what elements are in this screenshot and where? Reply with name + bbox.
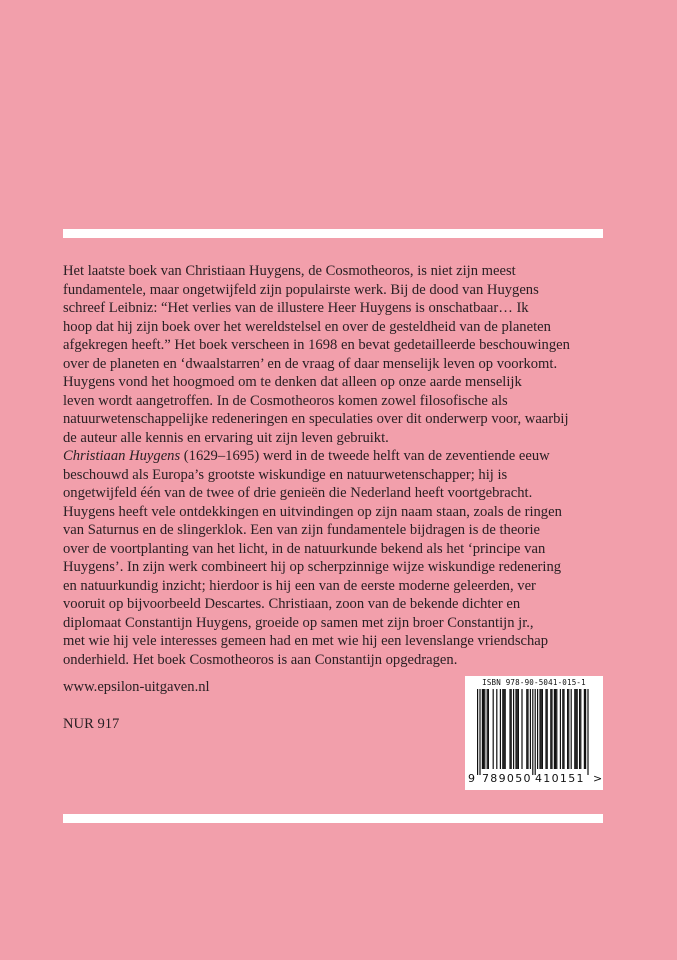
barcode-bar (537, 689, 538, 769)
barcode-bar (551, 689, 552, 769)
barcode-bar (484, 689, 485, 769)
biography-line: van Saturnus en de slingerklok. Een van zijn fundamentele bijdragen is de theorie (63, 522, 540, 538)
biography-line: beschouwd als Europa’s grootste wiskundige en natuurwetenschapper; hij is (63, 466, 508, 483)
barcode-bar (482, 689, 483, 769)
isbn-label: ISBN 978-90-5041-015-1 (482, 678, 586, 687)
barcode-bar (547, 689, 548, 769)
barcode-bar (488, 689, 489, 769)
biography-line: diplomaat Constantijn Huygens, groeide op samen met zijn broer Constantijn jr., (63, 614, 534, 631)
barcode-bar (554, 689, 555, 769)
barcode-bar (483, 689, 484, 769)
description-line: natuurwetenschappelijke redeneringen en speculaties over dit onderwerp voor, waarbij (63, 411, 569, 427)
top-white-rule (63, 229, 603, 238)
description-line: leven wordt aangetroffen. In de Cosmotheoros komen zowel filosofische als (63, 392, 508, 409)
barcode-bar (513, 689, 514, 769)
barcode-bar (555, 689, 556, 769)
barcode-bar (550, 689, 551, 769)
biography-line: onderhield. Het boek Cosmotheoros is aan Constantijn opgedragen. (63, 651, 458, 668)
barcode-bar (511, 689, 512, 769)
barcode-bar (500, 689, 501, 769)
ean-first-digit: 9 (468, 772, 475, 785)
barcode-bar (562, 689, 563, 769)
ean-arrow: > (593, 772, 603, 785)
barcode-bar (496, 689, 497, 769)
barcode-bar (515, 689, 516, 769)
barcode-guard-bar (477, 689, 478, 775)
publisher-website: www.epsilon-uitgaven.nl (63, 679, 210, 695)
barcode-bar (585, 689, 586, 769)
barcode-guard-bar (532, 689, 533, 775)
barcode-bar (539, 689, 540, 769)
biography-line: Huygens heeft vele ontdekkingen en uitvindingen op zijn naam staan, zoals de ringen (63, 503, 562, 520)
barcode-bar (584, 689, 585, 769)
barcode-bar (502, 689, 503, 769)
biography-line: met wie hij vele interesses gemeen had en met wie hij een levenslange vriendschap (63, 633, 549, 649)
biography-first-line-rest: (1629–1695) werd in de tweede helft van de zeventiende eeuw (180, 448, 550, 464)
barcode-bar (567, 689, 568, 769)
description-line: hoop dat hij zijn boek over het wereldstelsel en over de gesteldheid van de planeten (63, 318, 551, 335)
barcode-bar (563, 689, 564, 769)
barcode-bar (542, 689, 543, 769)
description-line: de auteur alle kennis en ervaring uit zijn leven gebruikt. (63, 429, 389, 446)
barcode-bar (568, 689, 569, 769)
barcode-bar (575, 689, 576, 769)
biography-line: ongetwijfeld één van de twee of drie genieën die Nederland heeft voortgebracht. (63, 485, 533, 501)
ean-left-digits: 789050 (482, 772, 532, 785)
isbn-barcode (465, 676, 603, 790)
barcode-bar (574, 689, 575, 769)
barcode-bar (493, 689, 494, 769)
barcode-guard-bar (479, 689, 480, 775)
barcode-bar (517, 689, 518, 769)
barcode-bar (577, 689, 578, 769)
barcode-bar (487, 689, 488, 769)
barcode-bar (579, 689, 580, 769)
barcode-bar (527, 689, 528, 769)
biography-line: vooruit op bijvoorbeeld Descartes. Christiaan, zoon van de bekende dichter en (63, 596, 521, 612)
barcode-bar (526, 689, 527, 769)
biography-line: over de voortplanting van het licht, in de natuurkunde bekend als het ‘principe van (63, 540, 546, 557)
barcode-bar (541, 689, 542, 769)
biography-line: en natuurkundig inzicht; hierdoor is hij een van de eerste moderne geleerden, ver (63, 577, 536, 594)
ean-right-digits: 410151 (535, 772, 585, 785)
description-line: Huygens vond het hoogmoed om te denken dat alleen op onze aarde menselijk (63, 374, 522, 390)
barcode-bar (503, 689, 504, 769)
description-line: schreef Leibniz: “Het verlies van de illustere Heer Huygens is onschatbaar… Ik (63, 300, 529, 316)
nur-code: NUR 917 (63, 716, 120, 732)
barcode-bar (560, 689, 561, 769)
barcode-bar (580, 689, 581, 769)
description-paragraph (63, 262, 608, 447)
barcode-guard-bar (587, 689, 588, 775)
barcode-bar (505, 689, 506, 769)
biography-paragraph (63, 447, 608, 669)
barcode-bars (477, 689, 589, 775)
barcode-guard-bar (535, 689, 536, 775)
barcode-bar (521, 689, 522, 769)
description-line: Het laatste boek van Christiaan Huygens, de Cosmotheoros, is niet zijn meest (63, 263, 516, 279)
author-name: Christiaan Huygens (63, 448, 181, 464)
description-line: over de planeten en ‘dwaalstarren’ en de vraag of daar menselijk leven op voorkomt. (63, 355, 558, 372)
barcode-bar (530, 689, 531, 769)
biography-line: Huygens’. In zijn werk combineert hij op scherpzinnige wijze wiskundige redenering (63, 559, 562, 575)
barcode-bar (509, 689, 510, 769)
biography-first-line (63, 447, 608, 466)
barcode-bar (518, 689, 519, 769)
barcode-bar (556, 689, 557, 769)
barcode-bar (545, 689, 546, 769)
barcode-bar (571, 689, 572, 769)
description-line: afgekregen heeft.” Het boek verscheen in 1698 en bevat gedetailleerde beschouwingen (63, 337, 570, 353)
description-line: fundamentele, maar ongetwijfeld zijn populairste werk. Bij de dood van Huygens (63, 281, 539, 298)
bottom-white-rule (63, 814, 603, 823)
